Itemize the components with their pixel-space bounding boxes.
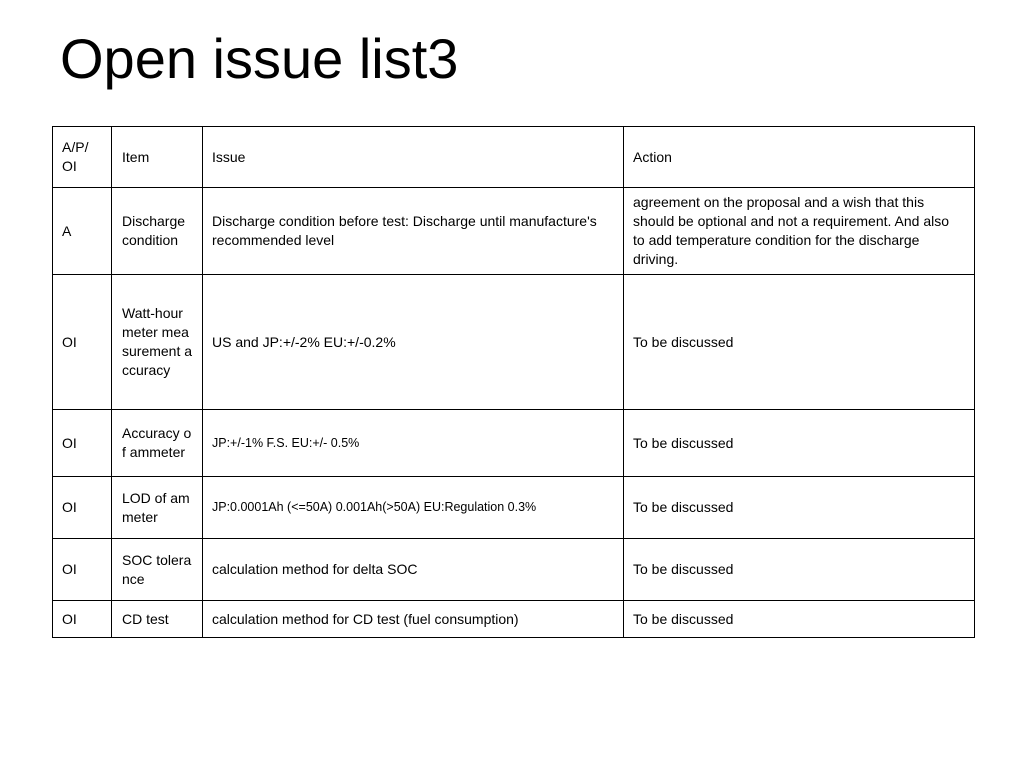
row-action-cell: To be discussed — [624, 477, 975, 539]
row-item-cell: Watt-hour meter measurement accuracy — [112, 275, 203, 410]
row-issue-cell: JP:+/-1% F.S. EU:+/- 0.5% — [203, 410, 624, 477]
row-apoi-cell: OI — [53, 601, 112, 638]
row-item-cell: Discharge condition — [112, 188, 203, 275]
table-row — [53, 410, 975, 477]
table-row — [53, 601, 975, 638]
table-row — [53, 539, 975, 601]
header-row — [53, 127, 975, 188]
row-issue-cell: calculation method for CD test (fuel consumption) — [203, 601, 624, 638]
open-issue-table — [52, 126, 975, 638]
row-apoi-cell: OI — [53, 477, 112, 539]
row-issue-cell: JP:0.0001Ah (<=50A) 0.001Ah(>50A) EU:Regulation 0.3% — [203, 477, 624, 539]
row-action-cell: agreement on the proposal and a wish that this should be optional and not a requirement. And also to add temperature condition for the discharge driving. — [624, 188, 975, 275]
header-issue: Issue — [203, 127, 624, 188]
header-item: Item — [112, 127, 203, 188]
table-row — [53, 188, 975, 275]
row-action-cell: To be discussed — [624, 410, 975, 477]
row-action-cell: To be discussed — [624, 539, 975, 601]
table-row — [53, 477, 975, 539]
row-issue-cell: US and JP:+/-2% EU:+/-0.2% — [203, 275, 624, 410]
row-apoi-cell: OI — [53, 410, 112, 477]
slide-title: Open issue list3 — [60, 27, 459, 90]
header-apoi: A/P/ OI — [53, 127, 112, 188]
table-row — [53, 275, 975, 410]
header-action: Action — [624, 127, 975, 188]
row-action-cell: To be discussed — [624, 601, 975, 638]
row-apoi-cell: OI — [53, 275, 112, 410]
row-item-cell: LOD of ammeter — [112, 477, 203, 539]
row-apoi-cell: A — [53, 188, 112, 275]
row-item-cell: Accuracy of ammeter — [112, 410, 203, 477]
row-apoi-cell: OI — [53, 539, 112, 601]
row-item-cell: SOC tolerance — [112, 539, 203, 601]
row-item-cell: CD test — [112, 601, 203, 638]
row-issue-cell: Discharge condition before test: Discharge until manufacture's recommended level — [203, 188, 624, 275]
row-action-cell: To be discussed — [624, 275, 975, 410]
row-issue-cell: calculation method for delta SOC — [203, 539, 624, 601]
